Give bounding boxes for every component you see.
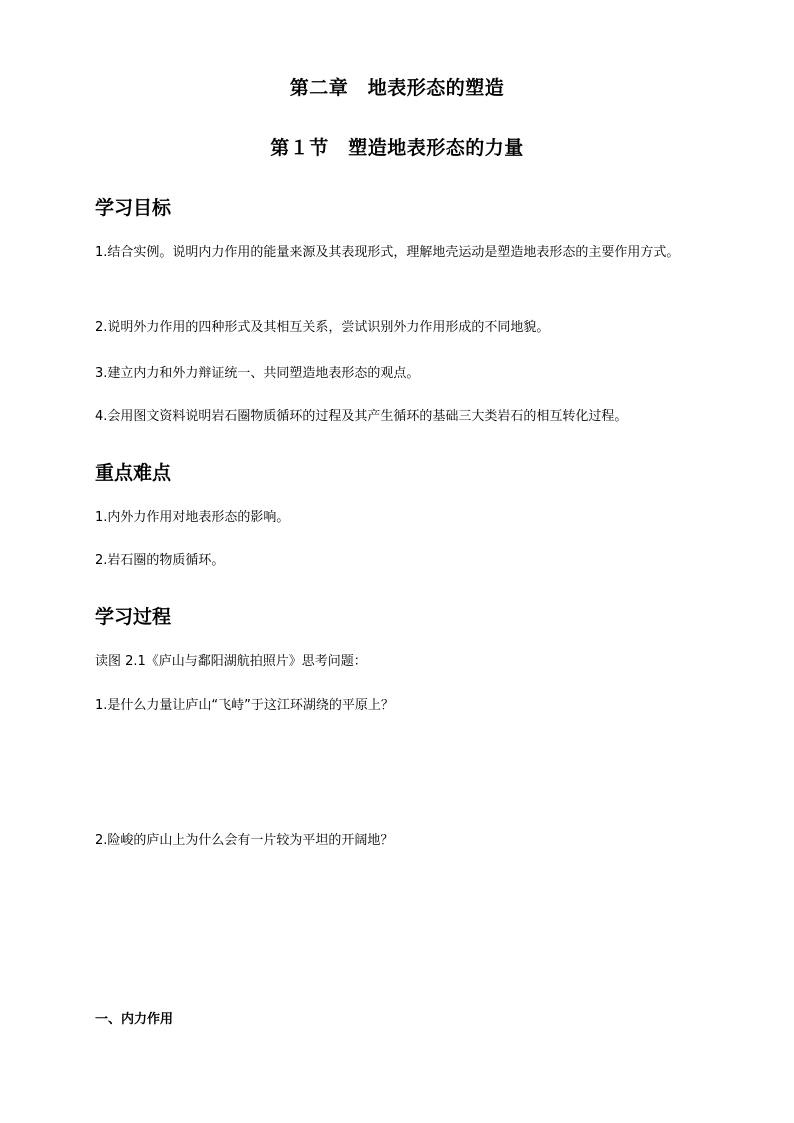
section-title: 第１节 塑造地表形态的力量: [270, 137, 524, 159]
part-one-heading: 一、内力作用: [95, 1012, 174, 1027]
process-question-2: 2.险峻的庐山上为什么会有一片较为平坦的开阔地？: [95, 833, 394, 848]
objective-item-2: 2.说明外力作用的四种形式及其相互关系，尝试识别外力作用形成的不同地貌。: [95, 320, 550, 335]
process-heading: 学习过程: [95, 606, 172, 628]
key-point-item-2: 2.岩石圈的物质循环。: [95, 553, 225, 568]
chapter-title: 第二章 地表形态的塑造: [289, 77, 505, 99]
objective-item-4: 4.会用图文资料说明岩石圈物质循环的过程及其产生循环的基础三大类岩石的相互转化过程。: [95, 409, 628, 424]
objective-item-3: 3.建立内力和外力辩证统一、共同塑造地表形态的观点。: [95, 366, 420, 381]
process-question-1: 1.是什么力量让庐山“飞峙”于这江环湖绕的平原上？: [95, 698, 394, 713]
key-point-item-1: 1.内外力作用对地表形态的影响。: [95, 510, 290, 525]
key-points-heading: 重点难点: [95, 462, 172, 484]
objectives-heading: 学习目标: [95, 197, 172, 219]
process-intro: 读图 2.1《庐山与鄱阳湖航拍照片》思考问题：: [95, 654, 367, 669]
objective-item-1: 1.结合实例。说明内力作用的能量来源及其表现形式，理解地壳运动是塑造地表形态的主要作用方式。: [95, 245, 680, 260]
